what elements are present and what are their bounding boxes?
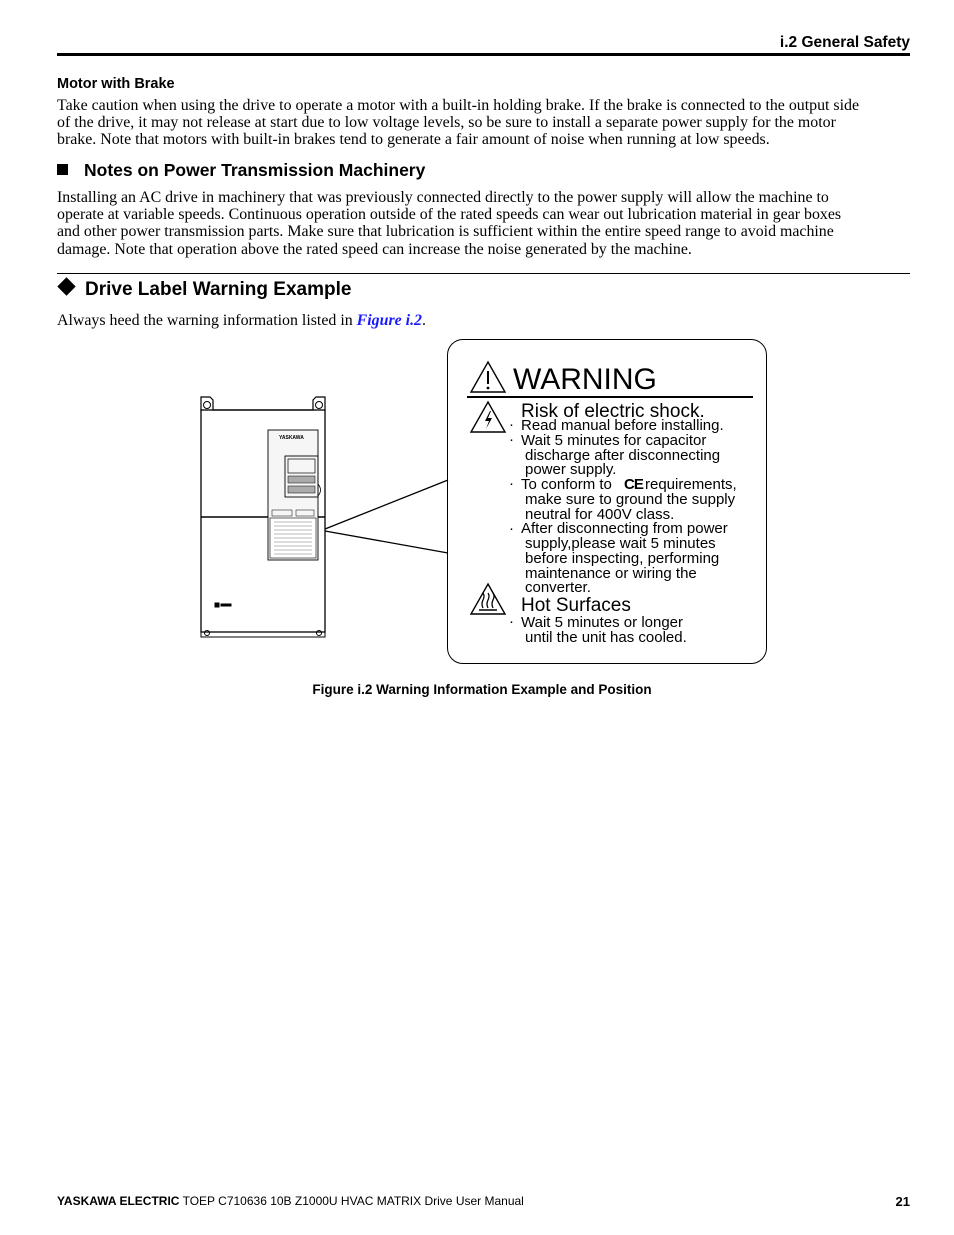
shock-line: Read manual before installing. xyxy=(521,417,724,434)
leader-line-top xyxy=(325,480,448,529)
shock-line: discharge after disconnecting xyxy=(525,447,721,464)
shock-line: converter. xyxy=(525,579,591,596)
ce-mark-icon: CE xyxy=(624,476,643,493)
figure-link[interactable]: Figure i.2 xyxy=(356,312,422,329)
shock-line: make sure to ground the supply xyxy=(525,491,736,508)
leader-line-bottom xyxy=(325,531,448,553)
notes-power-line: Installing an AC drive in machinery that was previously connected directly to the power supply will allow the machine to xyxy=(57,189,829,206)
shock-line: before inspecting, performing xyxy=(525,550,720,567)
bullet: · xyxy=(509,520,514,537)
footer-company: YASKAWA ELECTRIC xyxy=(57,1194,180,1208)
intro-text: Always heed the warning information listed in xyxy=(57,312,357,329)
notes-power-line: operate at variable speeds. Continuous operation outside of the rated speeds can wear out lubrication material in gear boxes xyxy=(57,206,842,224)
notes-power-heading-text: Notes on Power Transmission Machinery xyxy=(84,160,426,180)
motor-brake-line: Take caution when using the drive to operate a motor with a built-in holding brake. If the brake is connected to the output side xyxy=(57,97,860,114)
motor-brake-line: brake. Note that motors with built-in brakes tend to generate a fair amount of noise when running at low speeds. xyxy=(57,131,770,149)
shock-line: maintenance or wiring the xyxy=(525,565,697,582)
page-number: 21 xyxy=(895,1194,910,1209)
drive-label-heading-text: Drive Label Warning Example xyxy=(85,279,352,300)
shock-line: requirements, xyxy=(645,476,737,493)
drive-brand: YASKAWA xyxy=(279,435,304,441)
shock-line: neutral for 400V class. xyxy=(525,506,675,523)
hot-heading: Hot Surfaces xyxy=(521,595,631,616)
footer xyxy=(57,1194,524,1208)
shock-line: After disconnecting from power xyxy=(521,520,728,537)
bullet: · xyxy=(509,416,514,433)
intro-period: . xyxy=(422,312,426,329)
figure-caption: Figure i.2 Warning Information Example and Position xyxy=(312,682,652,697)
shock-line: supply,please wait 5 minutes xyxy=(525,535,716,552)
motor-brake-heading: Motor with Brake xyxy=(57,76,175,92)
shock-line: To conform to xyxy=(521,476,612,493)
electric-shock-icon xyxy=(469,400,507,434)
hot-surface-icon xyxy=(469,582,507,616)
warning-triangle-icon xyxy=(469,360,507,394)
shock-line: Wait 5 minutes for capacitor xyxy=(521,432,707,449)
section-header: i.2 General Safety xyxy=(779,34,910,51)
hot-line: until the unit has cooled. xyxy=(525,629,687,646)
shock-heading: Risk of electric shock. xyxy=(521,401,705,422)
hot-line: Wait 5 minutes or longer xyxy=(521,614,684,631)
notes-power-line: and other power transmission parts. Make sure that lubrication is sufficient within the entire speed range to avoid machine xyxy=(57,223,834,241)
motor-brake-line: of the drive, it may not release at start due to low voltage levels, so be sure to install a separate power supply for the motor xyxy=(57,114,836,132)
warning-title-rule xyxy=(467,396,753,398)
bullet: · xyxy=(509,431,514,448)
notes-power-line: damage. Note that operation above the rated speed can increase the noise generated by the machine. xyxy=(57,240,692,258)
bullet: · xyxy=(509,613,514,630)
drive-unit xyxy=(201,397,325,637)
shock-line: power supply. xyxy=(525,461,617,478)
bullet: · xyxy=(509,475,514,492)
footer-doc: TOEP C710636 10B Z1000U HVAC MATRIX Drive User Manual xyxy=(182,1194,524,1208)
warning-title: WARNING xyxy=(513,363,657,396)
